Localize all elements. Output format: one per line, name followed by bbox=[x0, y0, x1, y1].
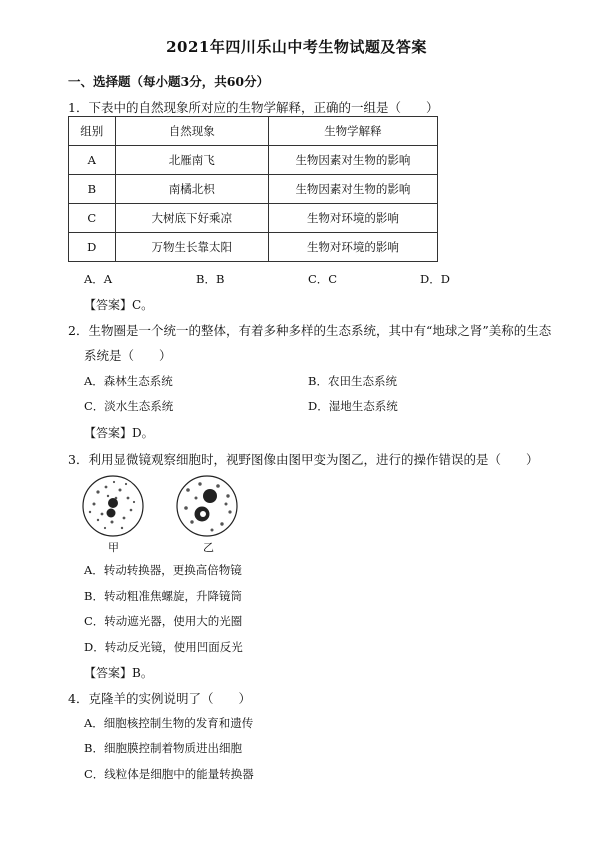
option-d: D．湿地生态系统 bbox=[308, 399, 398, 413]
figure-label-yi: 乙 bbox=[203, 541, 214, 554]
option-d: D．D bbox=[420, 272, 450, 286]
answer-3: 【答案】B。 bbox=[84, 666, 153, 680]
question-2-stem-continued: 系统是（ ） bbox=[84, 348, 172, 363]
table-cell: 生物对环境的影响 bbox=[268, 204, 437, 233]
table-header: 组别 bbox=[69, 117, 116, 146]
question-1-table bbox=[68, 116, 438, 262]
table-cell: B bbox=[69, 175, 116, 204]
table-cell: D bbox=[69, 233, 116, 262]
field-yi-icon bbox=[177, 476, 237, 536]
option-c: C．C bbox=[308, 272, 338, 286]
table-header: 生物学解释 bbox=[268, 117, 437, 146]
question-4-stem: 4．克隆羊的实例说明了（ ） bbox=[68, 691, 251, 706]
table-row bbox=[69, 175, 438, 204]
page-title: 2021年四川乐山中考生物试题及答案 bbox=[166, 38, 427, 56]
option-c: C．线粒体是细胞中的能量转换器 bbox=[84, 767, 254, 781]
option-a: A．转动转换器，更换高倍物镜 bbox=[84, 563, 242, 577]
option-a: A．细胞核控制生物的发育和遗传 bbox=[84, 716, 254, 730]
microscope-field-figure bbox=[76, 470, 256, 550]
option-b: B．转动粗准焦螺旋，升降镜筒 bbox=[84, 589, 242, 603]
option-c: C．转动遮光器，使用大的光圈 bbox=[84, 614, 243, 628]
table-cell: 南橘北枳 bbox=[115, 175, 268, 204]
table-cell: A bbox=[69, 146, 116, 175]
table-cell: 北雁南飞 bbox=[115, 146, 268, 175]
option-b: B．细胞膜控制着物质进出细胞 bbox=[84, 741, 242, 755]
field-jia-icon bbox=[83, 476, 143, 536]
table-cell: 生物因素对生物的影响 bbox=[268, 146, 437, 175]
option-c: C．淡水生态系统 bbox=[84, 399, 174, 413]
table-header: 自然现象 bbox=[115, 117, 268, 146]
table-cell: 大树底下好乘凉 bbox=[115, 204, 268, 233]
figure-label-jia: 甲 bbox=[108, 541, 119, 554]
table-row bbox=[69, 146, 438, 175]
table-row bbox=[69, 204, 438, 233]
question-2-stem: 2．生物圈是一个统一的整体，有着多种多样的生态系统，其中有“地球之肾”美称的生态 bbox=[68, 323, 552, 338]
table-cell: 生物因素对生物的影响 bbox=[268, 175, 437, 204]
section-heading: 一、选择题（每小题3分，共60分） bbox=[68, 74, 270, 89]
question-1-stem: 1．下表中的自然现象所对应的生物学解释，正确的一组是（ ） bbox=[68, 100, 439, 115]
table-header-row bbox=[69, 117, 438, 146]
answer-2: 【答案】D。 bbox=[84, 426, 154, 440]
option-d: D．转动反光镜，使用凹面反光 bbox=[84, 640, 243, 654]
table-cell: C bbox=[69, 204, 116, 233]
option-a: A．A bbox=[84, 272, 113, 286]
option-b: B．B bbox=[196, 272, 225, 286]
option-b: B．农田生态系统 bbox=[308, 374, 397, 388]
question-3-stem: 3．利用显微镜观察细胞时，视野图像由图甲变为图乙，进行的操作错误的是（ ） bbox=[68, 452, 539, 467]
table-cell: 万物生长靠太阳 bbox=[115, 233, 268, 262]
option-a: A．森林生态系统 bbox=[84, 374, 173, 388]
answer-1: 【答案】C。 bbox=[84, 298, 154, 312]
table-cell: 生物对环境的影响 bbox=[268, 233, 437, 262]
table-row bbox=[69, 233, 438, 262]
